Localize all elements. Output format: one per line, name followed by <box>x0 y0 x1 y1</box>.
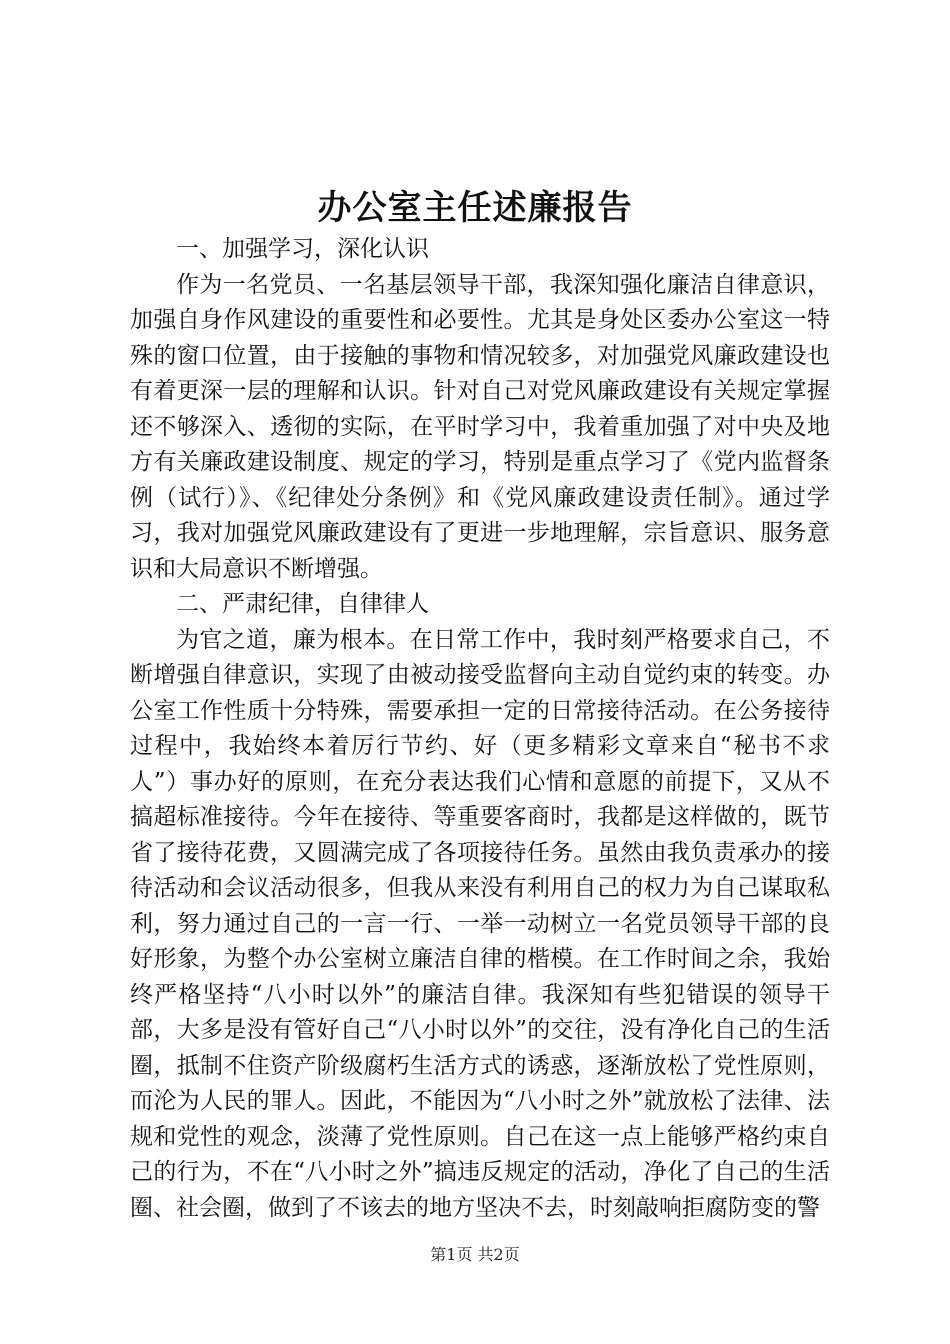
section-heading-2: 二、严肃纪律，自律律人 <box>176 591 429 617</box>
document-body <box>130 232 830 1226</box>
document-title: 办公室主任述廉报告 <box>317 188 633 228</box>
paragraph-1: 作为一名党员、一名基层领导干部，我深知强化廉洁自律意识，加强自身作风建设的重要性和必要性。尤其是身处区委办公室这一特殊的窗口位置，由于接触的事物和情况较多，对加强党风廉政建设也有着更深一层的理解和认识。针对自己对党风廉政建设有关规定掌握还不够深入、透彻的实际，在平时学习中，我着重加强了对中央及地方有关廉政建设制度、规定的学习，特别是重点学习了《党内监督条例（试行）》、《纪律处分条例》和《党风廉政建设责任制》。通过学习，我对加强党风廉政建设有了更进一步地理解，宗旨意识、服务意识和大局意识不断增强。 <box>130 271 830 582</box>
page-number-footer: 第1页 共2页 <box>430 1245 520 1264</box>
section-heading-1: 一、加强学习，深化认识 <box>176 236 429 262</box>
paragraph-2: 为官之道，廉为根本。在日常工作中，我时刻严格要求自己，不断增强自律意识，实现了由被动接受监督向主动自觉约束的转变。办公室工作性质十分特殊，需要承担一定的日常接待活动。在公务接待过程中，我始终本着厉行节约、好（更多精彩文章来自“秘书不求人”）事办好的原则，在充分表达我们心情和意愿的前提下，又从不搞超标准接待。今年在接待、等重要客商时，我都是这样做的，既节省了接待花费，又圆满完成了各项接待任务。虽然由我负责承办的接待活动和会议活动很多，但我从来没有利用自己的权力为自己谋取私利，努力通过自己的一言一行、一举一动树立一名党员领导干部的良好形象，为整个办公室树立廉洁自律的楷模。在工作时间之余，我始终严格坚持“八小时以外”的廉洁自律。我深知有些犯错误的领导干部，大多是没有管好自己“八小时以外”的交往，没有净化自己的生活圈，抵制不住资产阶级腐朽生活方式的诱惑，逐渐放松了党性原则，而沦为人民的罪人。因此，不能因为“八小时之外”就放松了法律、法规和党性的观念，淡薄了党性原则。自己在这一点上能够严格约束自己的行为，不在“八小时之外”搞违反规定的活动，净化了自己的生活圈、社会圈，做到了不该去的地方坚决不去，时刻敲响拒腐防变的警 <box>130 626 830 1221</box>
